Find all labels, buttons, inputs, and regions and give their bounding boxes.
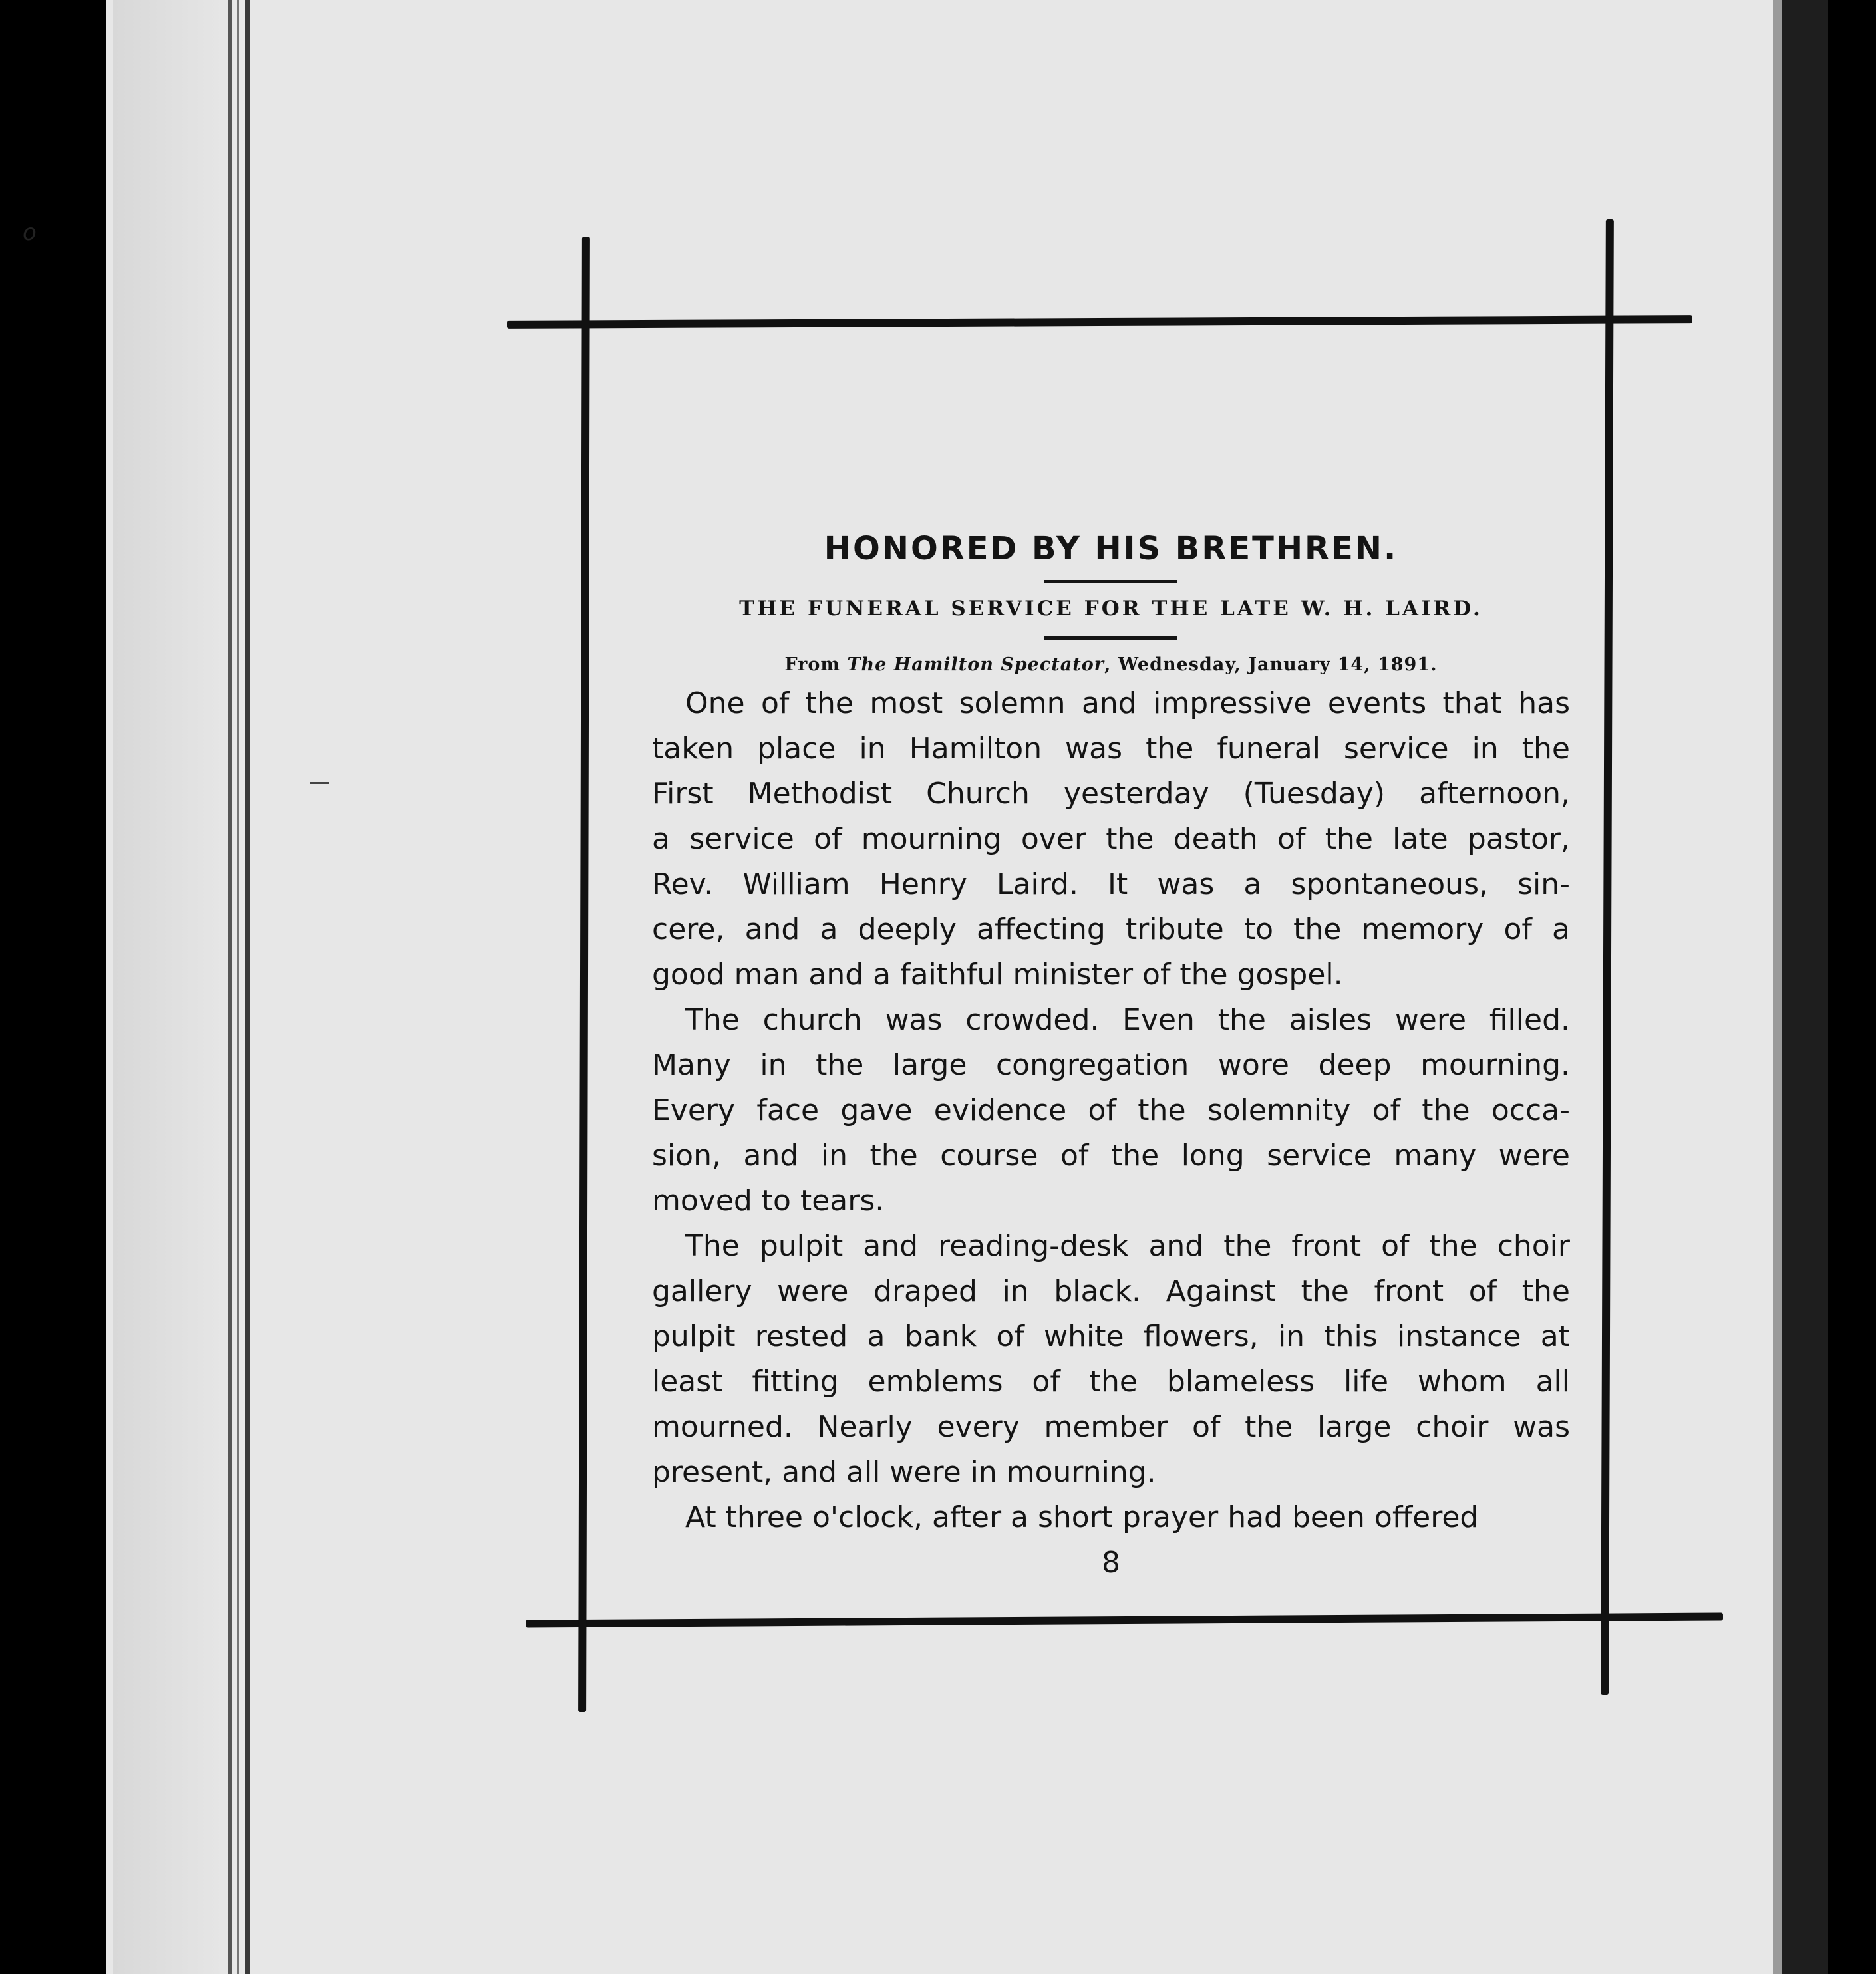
text-line: good man and a faithful minister of the gospel. — [652, 958, 1343, 992]
text-line: cere, and a deeply affecting tribute to the memory of a — [652, 913, 1570, 946]
text-line: First Methodist Church yesterday (Tuesday) afternoon, — [652, 777, 1570, 811]
article-paragraph — [652, 681, 1570, 998]
scan-speck: o — [23, 219, 37, 246]
article — [652, 525, 1570, 1586]
text-line: taken place in Hamilton was the funeral service in the — [652, 732, 1570, 766]
article-paragraph — [652, 998, 1570, 1224]
text-line: gallery were draped in black. Against the front of the — [652, 1274, 1570, 1308]
article-body — [652, 681, 1570, 1540]
text-line: mourned. Nearly every member of the large choir was — [652, 1410, 1570, 1444]
text-line: moved to tears. — [652, 1184, 885, 1218]
text-line: sion, and in the course of the long service many were — [652, 1139, 1570, 1173]
page-edge-strip — [113, 0, 246, 1974]
text-line: Every face gave evidence of the solemnity of the occa- — [652, 1093, 1570, 1127]
page-number: 8 — [1102, 1546, 1120, 1580]
scan-speck — [310, 782, 329, 784]
text-line: a service of mourning over the death of the late pastor, — [652, 822, 1570, 856]
subtitle-divider — [1044, 636, 1177, 640]
source-publication: The Hamilton Spectator — [847, 654, 1104, 675]
spine-line — [237, 0, 239, 1974]
scan-left-margin — [0, 0, 106, 1974]
page-right-edge — [1773, 0, 1782, 1974]
text-line: Many in the large congregation wore deep mourning. — [652, 1048, 1570, 1082]
text-line: least fitting emblems of the blameless life whom all — [652, 1365, 1570, 1399]
source-prefix: From — [784, 654, 848, 675]
text-line: The pulpit and reading-desk and the front of the choir — [685, 1229, 1570, 1263]
spine-line — [245, 0, 250, 1974]
source-date: , Wednesday, January 14, 1891. — [1104, 654, 1438, 675]
text-line: Rev. William Henry Laird. It was a spontaneous, sin- — [652, 867, 1570, 901]
text-line: present, and all were in mourning. — [652, 1455, 1156, 1489]
text-line: At three o'clock, after a short prayer had been offered — [685, 1500, 1479, 1534]
title-divider — [1044, 580, 1177, 583]
text-line: One of the most solemn and impressive events that has — [685, 686, 1570, 720]
article-subtitle: THE FUNERAL SERVICE FOR THE LATE W. H. LAIRD. — [739, 597, 1483, 621]
article-paragraph — [652, 1224, 1570, 1495]
article-source — [652, 652, 1570, 678]
text-line: The church was crowded. Even the aisles were filled. — [685, 1003, 1570, 1037]
article-paragraph — [652, 1495, 1570, 1540]
article-title: HONORED BY HIS BRETHREN. — [824, 530, 1398, 567]
spine-line — [228, 0, 232, 1974]
text-line: pulpit rested a bank of white flowers, in this instance at — [652, 1320, 1570, 1353]
scan-right-border — [1782, 0, 1828, 1974]
